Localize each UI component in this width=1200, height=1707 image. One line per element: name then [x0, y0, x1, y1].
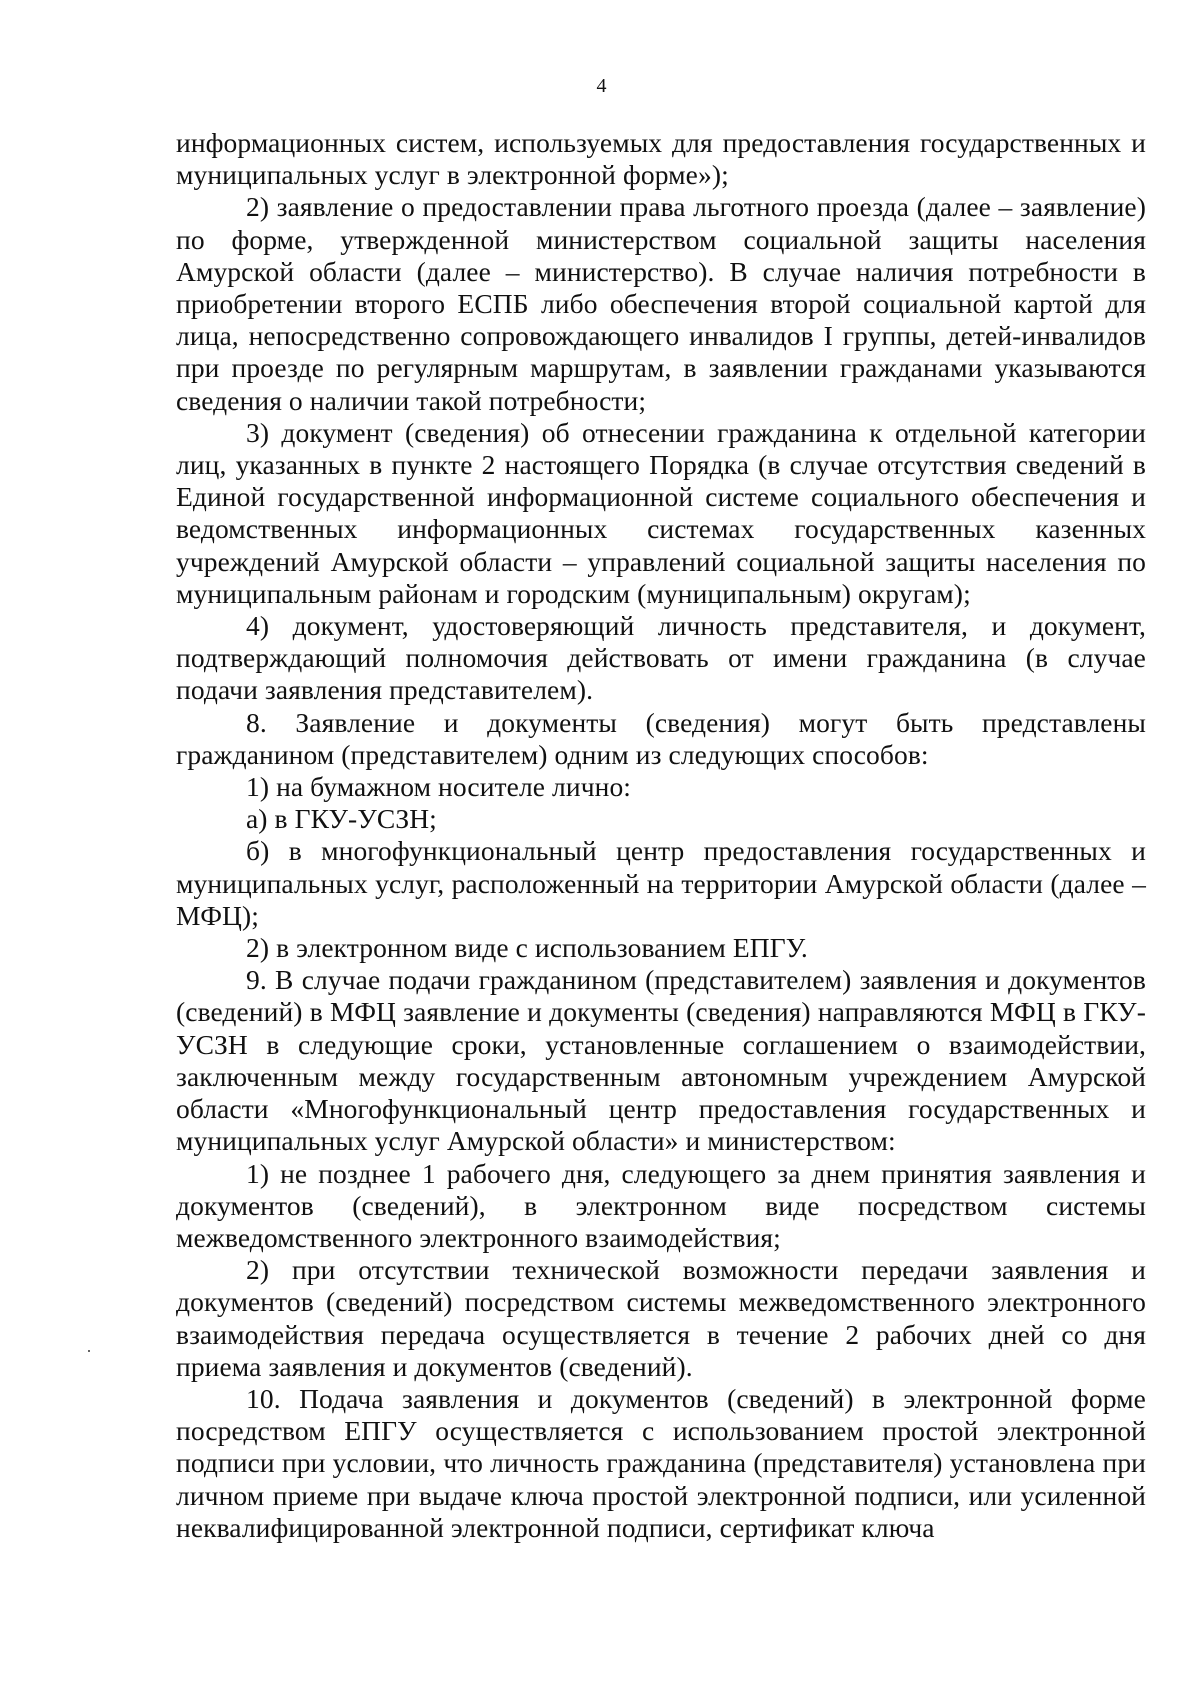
paragraph-method-1a: а) в ГКУ-УСЗН; [246, 803, 437, 835]
paragraph-item-2-application: 2) заявление о предоставлении права льготного проезда (далее – заявление) по форме, утвержденной министерством социальной защиты населения Амурской области (далее – министерство). В случае наличия потребности в приобретении второго ЕСПБ либо обеспечения второй социальной картой для лица, непосредственно сопровождающего инвалидов I группы, детей-инвалидов при проезде по регулярным маршрутам, в заявлении гражданами указываются сведения о наличии такой потребности; [176, 191, 1146, 416]
page-number: 4 [596, 75, 607, 97]
scan-speck [88, 1350, 90, 1352]
paragraph-method-2-electronic: 2) в электронном виде с использованием ЕПГУ. [246, 932, 808, 964]
paragraph-clause-8: 8. Заявление и документы (сведения) могут быть представлены гражданином (представителем) одним из следующих способов: [176, 706, 1146, 770]
paragraph-continuation: информационных систем, используемых для предоставления государственных и муниципальных услуг в электронной форме»); [176, 127, 1146, 191]
paragraph-method-1b: б) в многофункциональный центр предоставления государственных и муниципальных услуг, расположенный на территории Амурской области (далее – МФЦ); [176, 835, 1146, 931]
paragraph-clause-9: 9. В случае подачи гражданином (представителем) заявления и документов (сведений) в МФЦ заявление и документы (сведения) направляются МФЦ в ГКУ-УСЗН в следующие сроки, установленные соглашением о взаимодействии, заключенным между государственным автономным учреждением Амурской области «Многофункциональный центр предоставления государственных и муниципальных услуг Амурской области» и министерством: [176, 964, 1146, 1157]
paragraph-method-1-paper: 1) на бумажном носителе лично: [246, 771, 632, 803]
paragraph-term-2: 2) при отсутствии технической возможности передачи заявления и документов (сведений) посредством системы межведомственного электронного взаимодействия передача осуществляется в течение 2 рабочих дней со дня приема заявления и документов (сведений). [176, 1254, 1146, 1382]
paragraph-item-3-category-document: 3) документ (сведения) об отнесении гражданина к отдельной категории лиц, указанных в пункте 2 настоящего Порядка (в случае отсутствия сведений в Единой государственной информационной системе социального обеспечения и ведомственных информационных системах государственных казенных учреждений Амурской области – управлений социальной защиты населения по муниципальным районам и городским (муниципальным) округам); [176, 416, 1146, 609]
document-body [176, 127, 1146, 1544]
paragraph-clause-10: 10. Подача заявления и документов (сведений) в электронной форме посредством ЕПГУ осуществляется с использованием простой электронной подписи при условии, что личность гражданина (представителя) установлена при личном приеме при выдаче ключа простой электронной подписи, или усиленной неквалифицированной электронной подписи, сертификат ключа [176, 1382, 1146, 1543]
paragraph-term-1: 1) не позднее 1 рабочего дня, следующего за днем принятия заявления и документов (сведений), в электронном виде посредством системы межведомственного электронного взаимодействия; [176, 1157, 1146, 1253]
paragraph-item-4-identity-document: 4) документ, удостоверяющий личность представителя, и документ, подтверждающий полномочия действовать от имени гражданина (в случае подачи заявления представителем). [176, 610, 1146, 706]
